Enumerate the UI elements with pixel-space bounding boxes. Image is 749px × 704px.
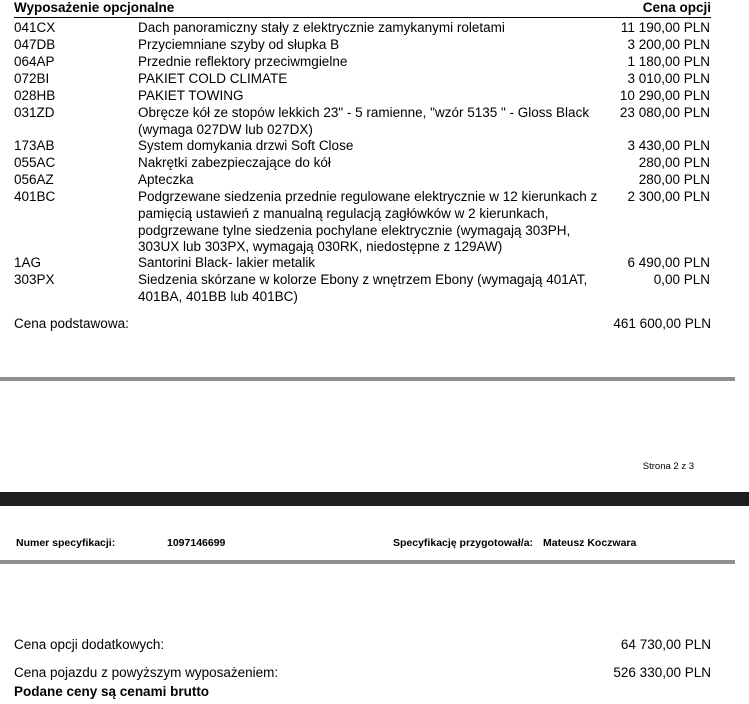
option-price: 3 010,00 PLN xyxy=(627,71,710,86)
base-price-label: Cena podstawowa: xyxy=(14,316,129,331)
header-divider xyxy=(14,17,711,18)
option-price: 6 490,00 PLN xyxy=(627,255,710,270)
option-price: 280,00 PLN xyxy=(638,155,710,170)
prepared-by-label: Specyfikację przygotował/a: xyxy=(393,537,534,549)
options-title: Wyposażenie opcjonalne xyxy=(14,0,175,15)
options-header xyxy=(14,0,711,18)
option-description: Apteczka xyxy=(138,172,194,187)
spec-number-label: Numer specyfikacji: xyxy=(16,537,116,549)
option-description: Obręcze kół ze stopów lekkich 23" - 5 ramienne, "wzór 5135 " - Gloss Black (wymaga 027DW lub 027DX) xyxy=(138,105,590,137)
section-divider xyxy=(0,377,735,381)
spec-number: 1097146699 xyxy=(167,537,226,549)
prepared-by-name: Mateusz Koczwara xyxy=(543,537,637,549)
option-description: Dach panoramiczny stały z elektrycznie zamykanymi roletami xyxy=(138,20,505,35)
options-total-label: Cena opcji dodatkowych: xyxy=(14,637,165,652)
specification-info xyxy=(0,537,749,553)
price-column-header: Cena opcji xyxy=(642,0,711,15)
page-break-band xyxy=(0,492,749,506)
option-code: 056AZ xyxy=(14,172,54,187)
option-code: 047DB xyxy=(14,37,56,52)
option-description: PAKIET TOWING xyxy=(138,88,244,103)
option-code: 303PX xyxy=(14,272,55,287)
option-price: 280,00 PLN xyxy=(638,172,710,187)
option-code: 041CX xyxy=(14,20,56,35)
option-price: 11 190,00 PLN xyxy=(620,20,710,35)
option-description: Podgrzewane siedzenia przednie regulowane elektrycznie w 12 kierunkach z pamięcią ustawień z manualną regulacją zagłówków w 2 kierunkach, podgrzewane tylne siedzenia pochylane elektrycznie (wymagają 303PH, 303UX lub 303PX, wymagają 030RK, niedostępne z 129AW) xyxy=(138,189,598,255)
option-description: Przyciemniane szyby od słupka B xyxy=(138,37,340,52)
option-price: 10 290,00 PLN xyxy=(619,88,710,103)
option-price: 23 080,00 PLN xyxy=(619,105,710,120)
option-code: 055AC xyxy=(14,155,56,170)
option-code: 064AP xyxy=(14,54,55,69)
option-code: 072BI xyxy=(14,71,50,86)
option-code: 031ZD xyxy=(14,105,55,120)
vehicle-total-label: Cena pojazdu z powyższym wyposażeniem: xyxy=(14,665,279,680)
option-price: 1 180,00 PLN xyxy=(627,54,710,69)
page-number: Strona 2 z 3 xyxy=(642,461,694,472)
option-price: 2 300,00 PLN xyxy=(627,189,710,204)
option-description: Nakrętki zabezpieczające do kół xyxy=(138,155,331,170)
option-code: 028HB xyxy=(14,88,56,103)
option-code: 1AG xyxy=(14,255,42,270)
option-price: 3 200,00 PLN xyxy=(627,37,710,52)
option-description: Santorini Black- lakier metalik xyxy=(138,255,316,270)
option-price: 3 430,00 PLN xyxy=(627,138,710,153)
option-description: Siedzenia skórzane w kolorze Ebony z wnętrzem Ebony (wymagają 401AT, 401BA, 401BB lub 401BC) xyxy=(138,272,588,304)
option-description: System domykania drzwi Soft Close xyxy=(138,138,354,153)
option-description: Przednie reflektory przeciwmgielne xyxy=(138,54,348,69)
gross-price-note: Podane ceny są cenami brutto xyxy=(14,684,210,699)
option-price: 0,00 PLN xyxy=(653,272,710,287)
vehicle-total-value: 526 330,00 PLN xyxy=(613,665,711,680)
option-description: PAKIET COLD CLIMATE xyxy=(138,71,288,86)
options-total-value: 64 730,00 PLN xyxy=(620,637,711,652)
spec-divider xyxy=(0,560,735,564)
option-code: 401BC xyxy=(14,189,56,204)
base-price-value: 461 600,00 PLN xyxy=(613,316,711,331)
option-code: 173AB xyxy=(14,138,55,153)
